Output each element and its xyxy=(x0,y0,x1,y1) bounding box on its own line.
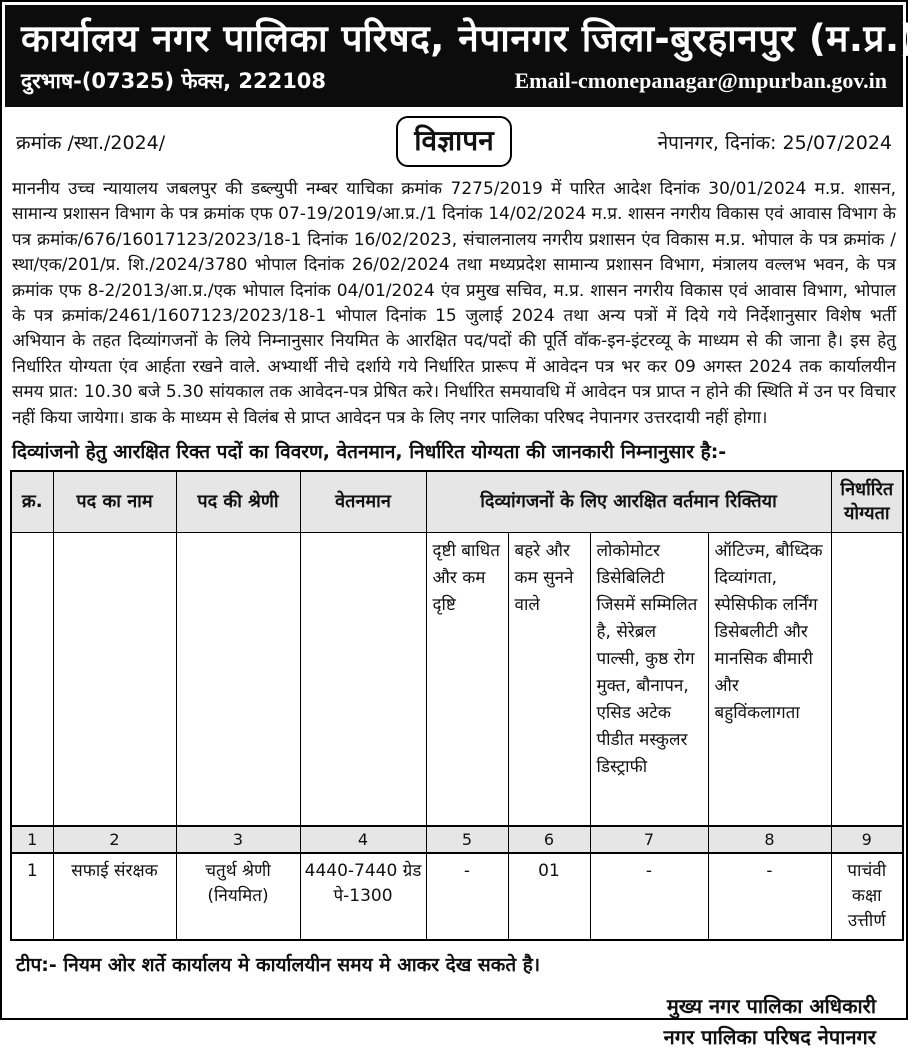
phone-fax-text: दुरभाष-(07325) फेक्स, 222108 xyxy=(21,69,327,93)
cell-post-category: चतुर्थ श्रेणी (नियमित) xyxy=(176,853,300,940)
signature-block xyxy=(16,991,892,1053)
col-number: 3 xyxy=(176,826,300,853)
reference-number: क्रमांक /स्था./2024/ xyxy=(16,131,166,154)
col-number: 2 xyxy=(53,826,176,853)
header-post-category: पद की श्रेणी xyxy=(176,471,300,533)
table-intro-line: दिव्यांजनो हेतु आरक्षित रिक्त पदों का विवरण, वेतनमान, निर्धारित योग्यता की जानकारी निम्नानुसार है:- xyxy=(12,441,727,464)
table-header-row xyxy=(11,471,903,533)
notice-body-paragraph: माननीय उच्च न्यायालय जबलपुर की डब्ल्युपी नम्बर याचिका क्रमांक 7275/2019 में पारित आदेश दिनांक 30/01/2024 म.प्र. शासन, सामान्य प्रशासन विभाग के पत्र क्रमांक एफ 07-19/2019/आ.प्र./1 दिनांक 14/02/2024 म.प्र. शासन नगरीय विकास एवं आवास विभाग के पत्र क्रमांक/676/16017123/2023/18-1 दिनांक 16/02/2023, संचालनालय नगरीय प्रशासन एंव विकास म.प्र. भोपाल के पत्र क्रमांक /स्था/एक/201/प्र. शि./2024/3780 भोपाल दिनांक 26/02/2024 तथा मध्यप्रदेश सामान्य प्रशासन विभाग, मंत्रालय वल्लभ भवन, के पत्र क्रमांक एफ 8-2/2013/आ.प्र./एक भोपाल दिनांक 04/01/2024 एंव प्रमुख सचिव, म.प्र. शासन नगरीय विकास एवं आवास विभाग, भोपाल के पत्र क्रमांक/2461/1607123/2023/18-1 भोपाल दिनांक 15 जुलाई 2024 तथा अन्य पत्रों में दिये गये निर्देशानुसार विशेष भर्ती अभियान के तहत दिव्यांगजनों के लिये निम्नानुसार नियमित के आरक्षित पद/पदों की पूर्ति वॉक-इन-इंटरव्यू के माध्यम से की जाना है। इस हेतु निर्धारित योग्यता एंव आर्हता रखने वाले. अभ्यार्थी नीचे दर्शाये गये निर्धारित प्रारूप में आवेदन पत्र भर कर 09 अगस्त 2024 तक कार्यालयीन समय प्रात: 10.30 बजे 5.30 सांयकाल तक आवेदन-पत्र प्रेषित करे। निर्धारित समयावधि में आवेदन पत्र प्राप्त न होने की स्थिति में उन पर विचार नहीं किया जायेगा। डाक के माध्यम से विलंब से प्राप्त आवेदन पत्र के लिए नगर पालिका परिषद नेपानगर उत्तरदायी नहीं होगा। xyxy=(12,179,896,428)
table-subheader-row xyxy=(11,533,903,826)
col-number: 8 xyxy=(708,826,831,853)
subheader-empty-1 xyxy=(11,533,53,826)
advertisement-badge: विज्ञापन xyxy=(396,116,511,167)
cell-post-name: सफाई संरक्षक xyxy=(53,853,176,940)
cell-visually-impaired-count: - xyxy=(426,853,508,940)
col-number: 6 xyxy=(508,826,590,853)
place-date: नेपानगर, दिनांक: 25/07/2024 xyxy=(657,131,892,154)
header-reserved-vacancies-group: दिव्यांगजनों के लिए आरक्षित वर्तमान रिक्तिया xyxy=(426,471,831,533)
vacancy-row xyxy=(11,853,903,940)
header-pay-scale: वेतनमान xyxy=(300,471,426,533)
col-number: 9 xyxy=(831,826,903,853)
subheader-hearing-impaired: बहरे और कम सुनने वाले xyxy=(508,533,590,826)
col-number: 7 xyxy=(590,826,708,853)
subheader-empty-3 xyxy=(176,533,300,826)
subheader-empty-9 xyxy=(831,533,903,826)
signature-office: नगर पालिका परिषद नेपानगर xyxy=(663,1024,876,1049)
col-number: 4 xyxy=(300,826,426,853)
header-sno: क्र. xyxy=(11,471,53,533)
subheader-visually-impaired: दृष्टी बाधित और कम दृष्टि xyxy=(426,533,508,826)
cell-qualification: पाचंवी कक्षा उत्तीर्ण xyxy=(831,853,903,940)
cell-hearing-impaired-count: 01 xyxy=(508,853,590,940)
vacancy-table xyxy=(10,470,904,941)
reference-row xyxy=(2,107,906,173)
email-text: Email-cmonepanagar@mpurban.gov.in xyxy=(514,68,887,93)
footer xyxy=(2,941,906,1053)
col-number: 5 xyxy=(426,826,508,853)
col-number: 1 xyxy=(11,826,53,853)
header-post-name: पद का नाम xyxy=(53,471,176,533)
cell-pay-scale: 4440-7440 ग्रेड पे-1300 xyxy=(300,853,426,940)
office-title: कार्यालय नगर पालिका परिषद, नेपानगर जिला-बुरहानपुर (म.प्र.) xyxy=(21,17,917,60)
header-qualification: निर्धारित योग्यता xyxy=(831,471,903,533)
column-number-row xyxy=(11,826,903,853)
masthead-contact-row xyxy=(21,67,887,95)
subheader-locomotor-disability: लोकोमोटर डिसेबिलिटी जिसमें सम्मिलित है, सेरेब्रल पाल्सी, कुष्ठ रोग मुक्त, बौनापन, एसिड अटेक पीडीत मस्कुलर डिस्ट्राफी xyxy=(590,533,708,826)
masthead xyxy=(5,5,917,107)
cell-autism-count: - xyxy=(708,853,831,940)
footer-note: टीप:- नियम ओर शर्ते कार्यालय मे कार्यालयीन समय मे आकर देख सकते है। xyxy=(16,953,541,976)
cell-sno: 1 xyxy=(11,853,53,940)
signature-designation: मुख्य नगर पालिका अधिकारी xyxy=(666,993,876,1018)
subheader-empty-2 xyxy=(53,533,176,826)
subheader-empty-4 xyxy=(300,533,426,826)
cell-locomotor-count: - xyxy=(590,853,708,940)
subheader-autism-intellectual: ऑटिज्म, बौध्दिक दिव्यांगता, स्पेसिफीक लर्निंग डिसेबलीटी और मानसिक बीमारी और बहुविंकलागता xyxy=(708,533,831,826)
